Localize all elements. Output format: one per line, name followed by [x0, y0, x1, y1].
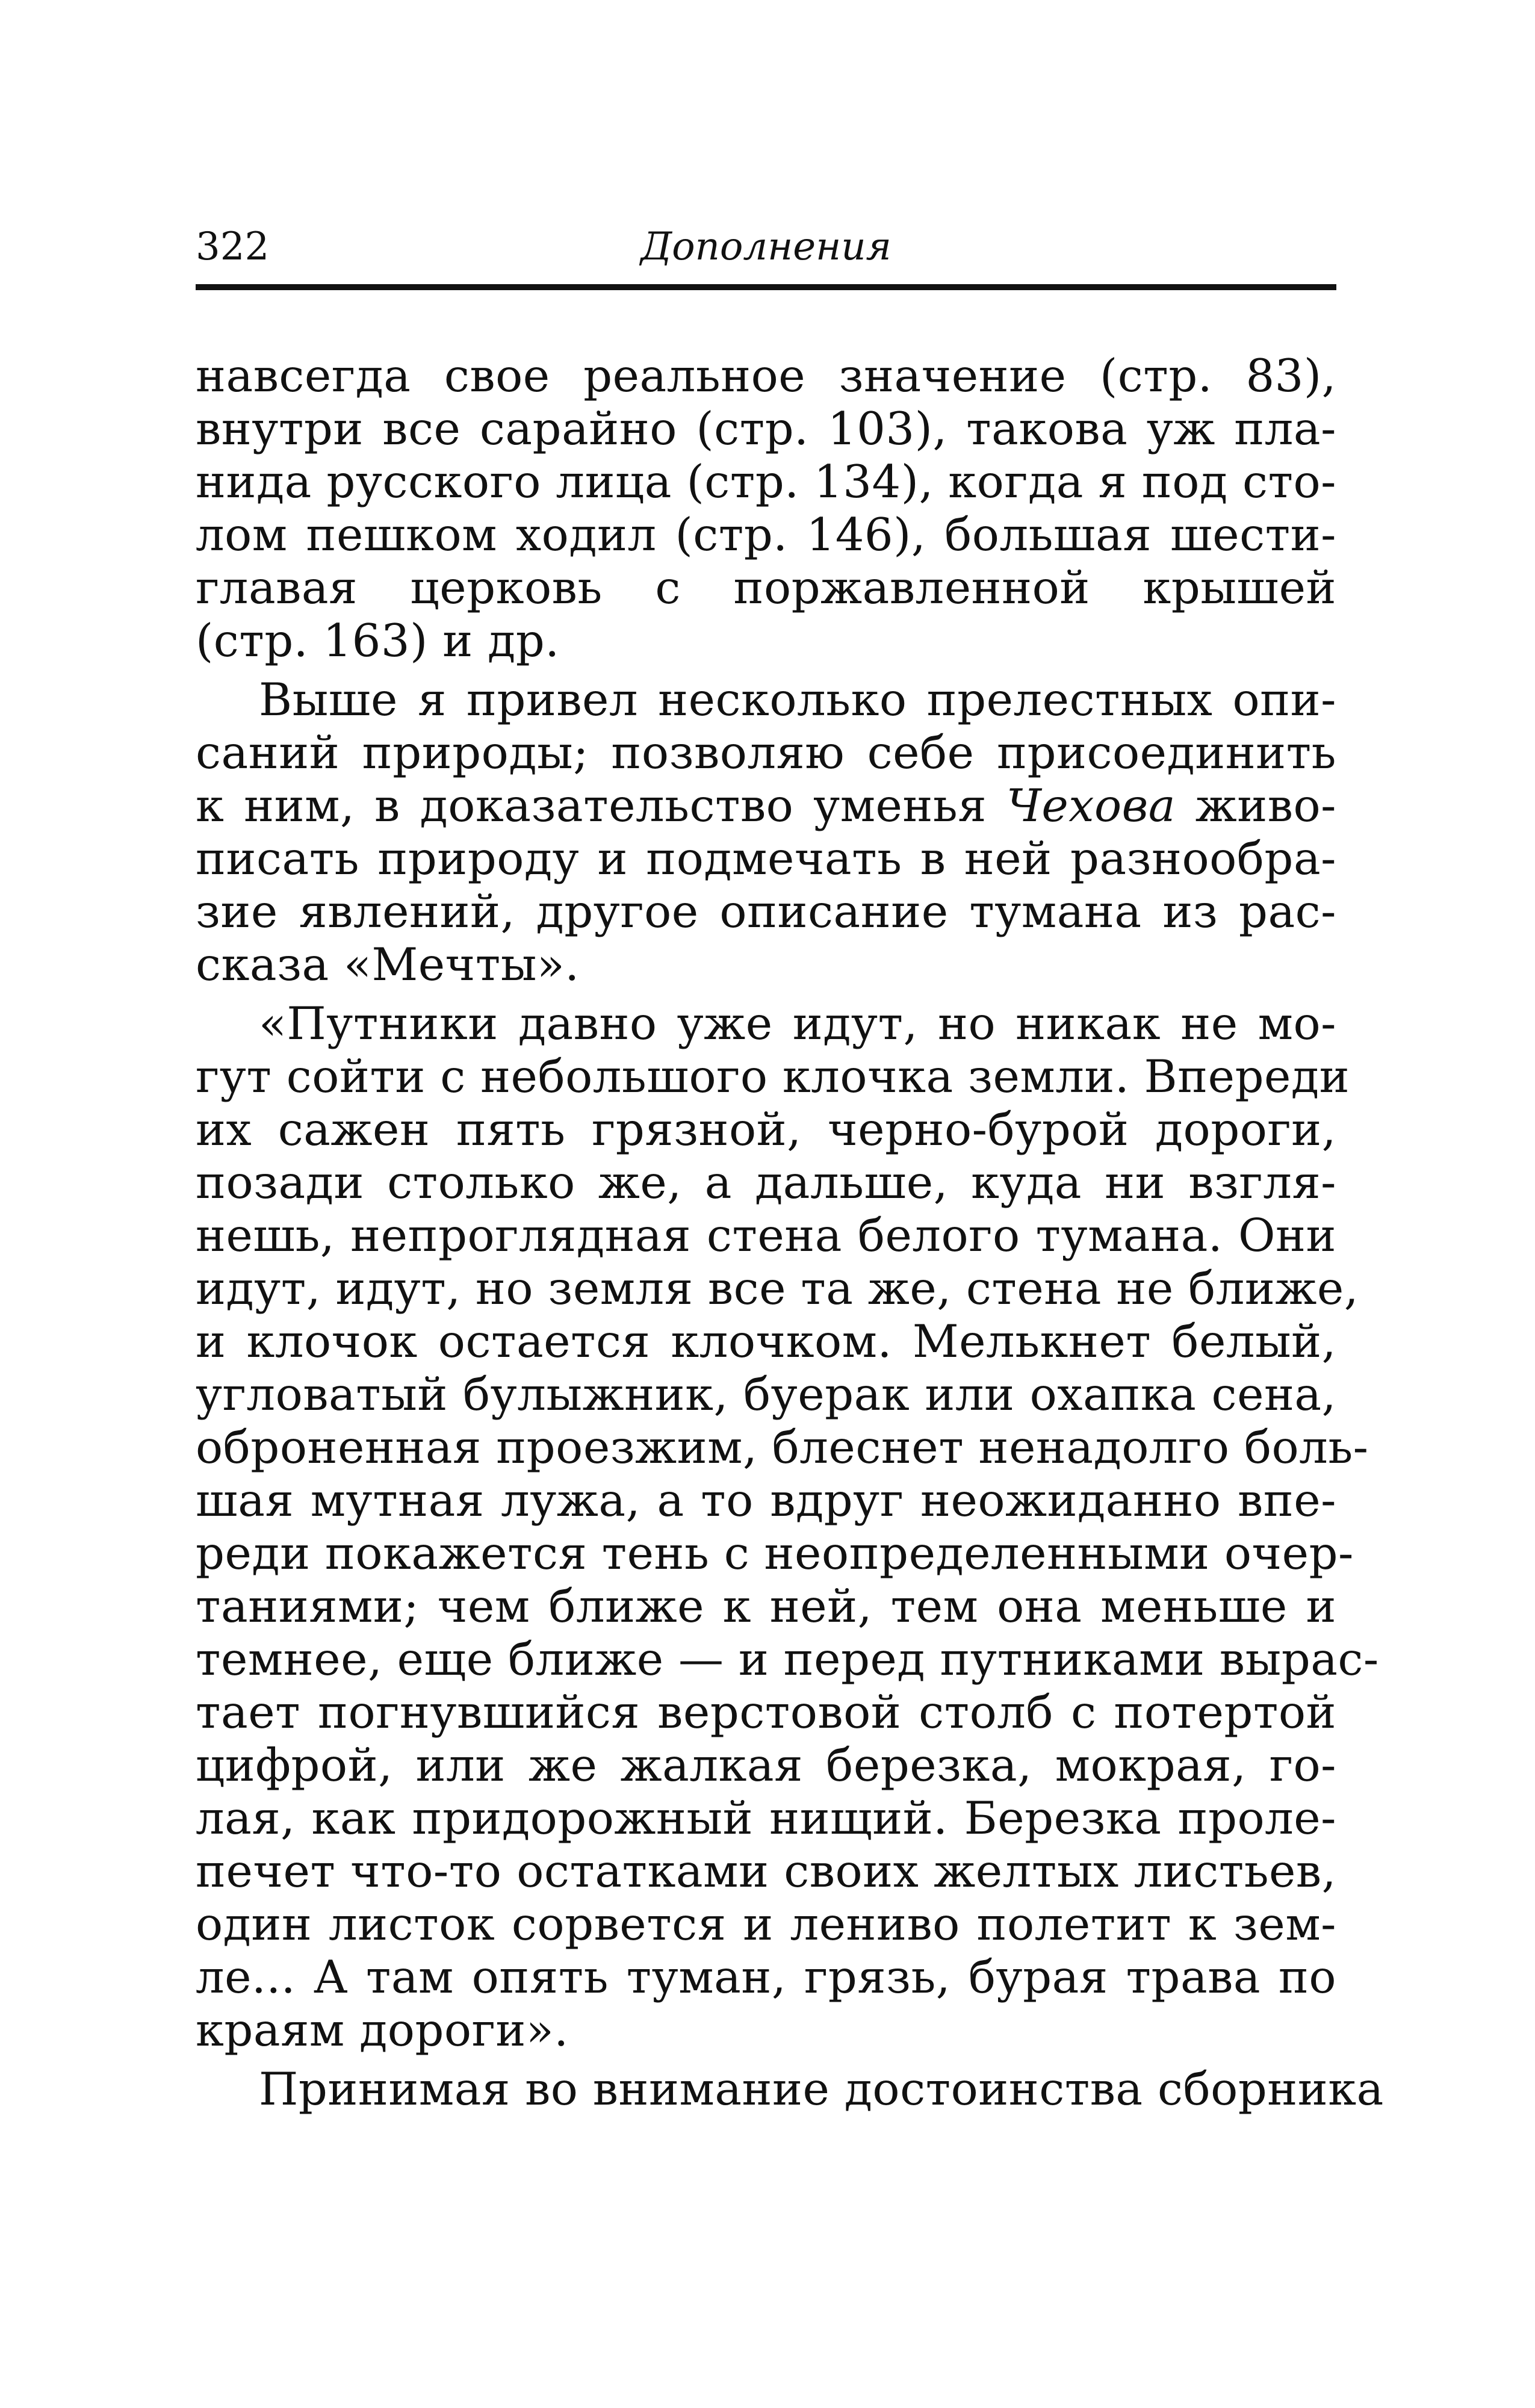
- text-line: навсегда свое реальное значение (стр. 83),: [196, 349, 1336, 402]
- text-line: «Путники давно уже идут, но никак не мо-: [259, 997, 1336, 1050]
- text-line: угловатый булыжник, буерак или охапка сена,: [196, 1368, 1336, 1421]
- text-line: их сажен пять грязной, черно-бурой дороги,: [196, 1103, 1336, 1156]
- text-line: гут сойти с небольшого клочка земли. Впереди: [196, 1050, 1350, 1103]
- text-line: тает погнувшийся верстовой столб с потертой: [196, 1686, 1336, 1739]
- text-line: лая, как придорожный нищий. Березка проле-: [196, 1792, 1336, 1845]
- text-line: таниями; чем ближе к ней, тем она меньше и: [196, 1580, 1336, 1633]
- text-line: печет что-то остатками своих желтых листьев,: [196, 1845, 1336, 1898]
- text-line: оброненная проезжим, блеснет ненадолго боль-: [196, 1421, 1369, 1474]
- paragraph-4: [196, 2062, 1384, 2115]
- header-rule: [196, 284, 1336, 290]
- text-line: главая церковь с поржавленной крышей: [196, 561, 1336, 614]
- paragraph-1: [196, 349, 1336, 667]
- text-line: шая мутная лужа, а то вдруг неожиданно впе-: [196, 1474, 1336, 1527]
- text-line: реди покажется тень с неопределенными очер-: [196, 1527, 1354, 1580]
- author-name-italic: Чехова: [1006, 779, 1176, 832]
- text-line: цифрой, или же жалкая березка, мокрая, го-: [196, 1739, 1336, 1792]
- text-line: нида русского лица (стр. 134), когда я под сто-: [196, 455, 1336, 508]
- text-line: писать природу и подмечать в ней разнообра-: [196, 832, 1336, 885]
- text-line: зие явлений, другое описание тумана из рас-: [196, 885, 1336, 938]
- paragraph-2: [196, 673, 1336, 991]
- text-line: один листок сорвется и лениво полетит к зем-: [196, 1898, 1336, 1950]
- text-line: Принимая во внимание достоинства сборника: [259, 2062, 1384, 2115]
- text-line: идут, идут, но земля все та же, стена не ближе,: [196, 1262, 1359, 1315]
- paragraph-3-quote: [196, 997, 1379, 2056]
- page-number: 322: [196, 225, 270, 269]
- text-line: нешь, непроглядная стена белого тумана. Они: [196, 1209, 1336, 1262]
- text-line: и клочок остается клочком. Мелькнет белый,: [196, 1315, 1336, 1368]
- running-title: Дополнения: [640, 225, 892, 269]
- text-line: внутри все сарайно (стр. 103), такова уж пла-: [196, 402, 1336, 455]
- text-line: сказа «Мечты».: [196, 938, 580, 991]
- text-line: краям дороги».: [196, 2003, 569, 2056]
- text-line: темнее, еще ближе — и перед путниками вырас-: [196, 1633, 1379, 1686]
- text-line: (стр. 163) и др.: [196, 614, 560, 667]
- text-line: ле... А там опять туман, грязь, бурая трава по: [196, 1950, 1336, 2003]
- page-header: [196, 214, 1336, 280]
- text-line: Выше я привел несколько прелестных опи-: [259, 673, 1336, 726]
- text-line: к ним, в доказательство уменья Чехова живо-: [196, 779, 1336, 832]
- text-line: саний природы; позволяю себе присоединить: [196, 726, 1336, 779]
- page-body: [196, 349, 1384, 2121]
- text-line: лом пешком ходил (стр. 146), большая шести-: [196, 508, 1336, 561]
- text-line: позади столько же, а дальше, куда ни взгля-: [196, 1156, 1336, 1209]
